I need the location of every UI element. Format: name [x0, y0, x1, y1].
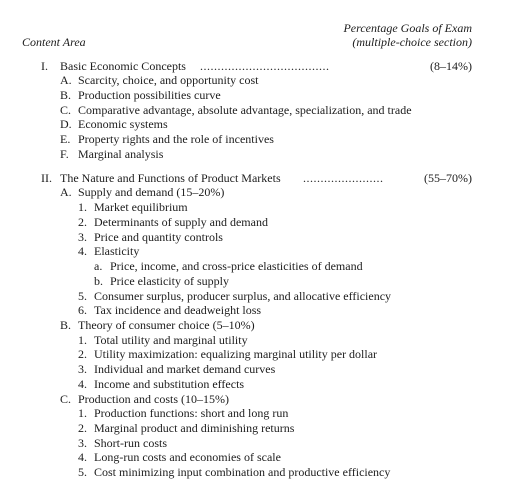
list-item-number: 3. [78, 362, 87, 376]
list-item: Cost minimizing input combination and productive efficiency [94, 465, 391, 479]
list-item: Consumer surplus, producer surplus, and allocative efficiency [94, 289, 392, 303]
list-item-letter: C. [60, 103, 72, 117]
list-item: Marginal analysis [78, 147, 164, 161]
subsection-letter: A. [60, 185, 72, 199]
subsection-title: Production and costs (10–15%) [78, 392, 229, 406]
list-item-number: 3. [78, 436, 87, 450]
list-item-number: 1. [78, 406, 87, 420]
list-item: Short-run costs [94, 436, 167, 450]
section-2-leader-dots: ....................... [303, 171, 384, 185]
section-2-roman: II. [41, 171, 52, 185]
list-item: Comparative advantage, absolute advantage, specialization, and trade [78, 103, 412, 117]
goals-header-line2: (multiple-choice section) [352, 35, 472, 49]
list-item-number: 2. [78, 215, 87, 229]
list-item-number: 1. [78, 333, 87, 347]
list-item-number: 3. [78, 230, 87, 244]
list-item: Tax incidence and deadweight loss [94, 303, 262, 317]
list-item: Utility maximization: equalizing marginal utility per dollar [94, 347, 378, 361]
list-item: Production possibilities curve [78, 88, 221, 102]
list-item: Price and quantity controls [94, 230, 223, 244]
list-item-number: 1. [78, 200, 87, 214]
list-item-letter: D. [60, 117, 72, 131]
list-item: Income and substitution effects [94, 377, 245, 391]
list-item: Scarcity, choice, and opportunity cost [78, 73, 259, 87]
list-item: Individual and market demand curves [94, 362, 276, 376]
list-item-letter: B. [60, 88, 72, 102]
section-2-title: The Nature and Functions of Product Markets [60, 171, 281, 185]
list-item: Property rights and the role of incentives [78, 132, 274, 146]
list-item-number: 4. [78, 377, 87, 391]
list-item-number: 5. [78, 465, 87, 479]
subsection-title: Theory of consumer choice (5–10%) [78, 318, 255, 332]
section-1-roman: I. [41, 59, 48, 73]
list-item-number: 5. [78, 289, 87, 303]
list-item: Production functions: short and long run [94, 406, 289, 420]
content-area-header: Content Area [22, 35, 86, 49]
list-item: Elasticity [94, 244, 140, 258]
list-item: Economic systems [78, 117, 168, 131]
subsection-title: Supply and demand (15–20%) [78, 185, 225, 199]
list-item-letter: F. [60, 147, 69, 161]
section-1-title: Basic Economic Concepts [60, 59, 186, 73]
list-item-letter: E. [60, 132, 71, 146]
subsection-letter: B. [60, 318, 72, 332]
list-item-number: 4. [78, 244, 87, 258]
section-1-percent: (8–14%) [430, 59, 472, 73]
list-item-number: 6. [78, 303, 87, 317]
sub-item-letter: b. [94, 274, 103, 288]
list-item: Determinants of supply and demand [94, 215, 268, 229]
section-2-percent: (55–70%) [424, 171, 472, 185]
goals-header-line1: Percentage Goals of Exam [343, 21, 472, 35]
sub-item-letter: a. [94, 259, 103, 273]
list-item-number: 2. [78, 347, 87, 361]
list-item: Total utility and marginal utility [94, 333, 248, 347]
list-item: Market equilibrium [94, 200, 188, 214]
list-item-letter: A. [60, 73, 72, 87]
sub-item: Price elasticity of supply [110, 274, 229, 288]
sub-item: Price, income, and cross-price elasticities of demand [110, 259, 363, 273]
list-item: Marginal product and diminishing returns [94, 421, 295, 435]
section-1-leader-dots: ..................................... [200, 59, 330, 73]
subsection-letter: C. [60, 392, 72, 406]
list-item-number: 4. [78, 450, 87, 464]
list-item: Long-run costs and economies of scale [94, 450, 281, 464]
list-item-number: 2. [78, 421, 87, 435]
